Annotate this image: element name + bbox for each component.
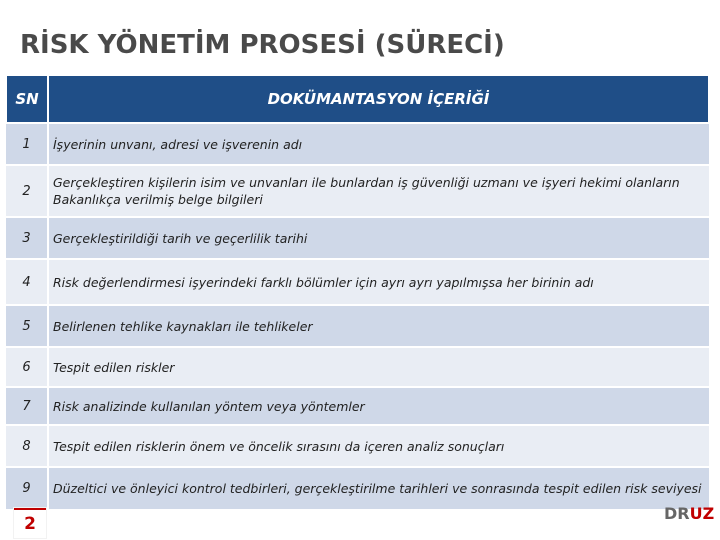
table-row [6, 387, 709, 425]
druz-logo [664, 504, 714, 523]
page-number-badge: 2 [14, 508, 46, 538]
logo-part-1: DR [664, 504, 690, 523]
table-row [6, 305, 709, 347]
row-text: İşyerinin unvanı, adresi ve işverenin adı [48, 123, 709, 165]
logo-part-2: UZ [689, 504, 715, 523]
documentation-table [5, 74, 710, 509]
row-text: Gerçekleştiren kişilerin isim ve unvanları ile bunlardan iş güvenliği uzmanı ve işyeri hekimi olanların Bakanlıkça verilmiş belge bilgileri [48, 165, 709, 217]
row-number: 9 [6, 467, 48, 509]
header-sn: SN [6, 75, 48, 123]
row-number: 1 [6, 123, 48, 165]
table-row [6, 217, 709, 259]
row-number: 5 [6, 305, 48, 347]
table-row [6, 123, 709, 165]
row-text: Tespit edilen risklerin önem ve öncelik sırasını da içeren analiz sonuçları [48, 425, 709, 467]
row-text: Risk analizinde kullanılan yöntem veya yöntemler [48, 387, 709, 425]
header-content: DOKÜMANTASYON İÇERİĞİ [48, 75, 709, 123]
row-number: 8 [6, 425, 48, 467]
table-row [6, 425, 709, 467]
page-title: RİSK YÖNETİM PROSESİ (SÜRECİ) [20, 30, 505, 60]
row-text: Tespit edilen riskler [48, 347, 709, 387]
row-number: 3 [6, 217, 48, 259]
table-header-row [6, 75, 709, 123]
row-text: Risk değerlendirmesi işyerindeki farklı bölümler için ayrı ayrı yapılmışsa her birinin adı [48, 259, 709, 305]
table-row [6, 259, 709, 305]
row-text: Belirlenen tehlike kaynakları ile tehlikeler [48, 305, 709, 347]
row-text: Gerçekleştirildiği tarih ve geçerlilik tarihi [48, 217, 709, 259]
table-row [6, 347, 709, 387]
table-row [6, 165, 709, 217]
row-text: Düzeltici ve önleyici kontrol tedbirleri, gerçekleştirilme tarihleri ve sonrasında tespit edilen risk seviyesi [48, 467, 709, 509]
table-row [6, 467, 709, 509]
row-number: 2 [6, 165, 48, 217]
row-number: 7 [6, 387, 48, 425]
row-number: 4 [6, 259, 48, 305]
row-number: 6 [6, 347, 48, 387]
